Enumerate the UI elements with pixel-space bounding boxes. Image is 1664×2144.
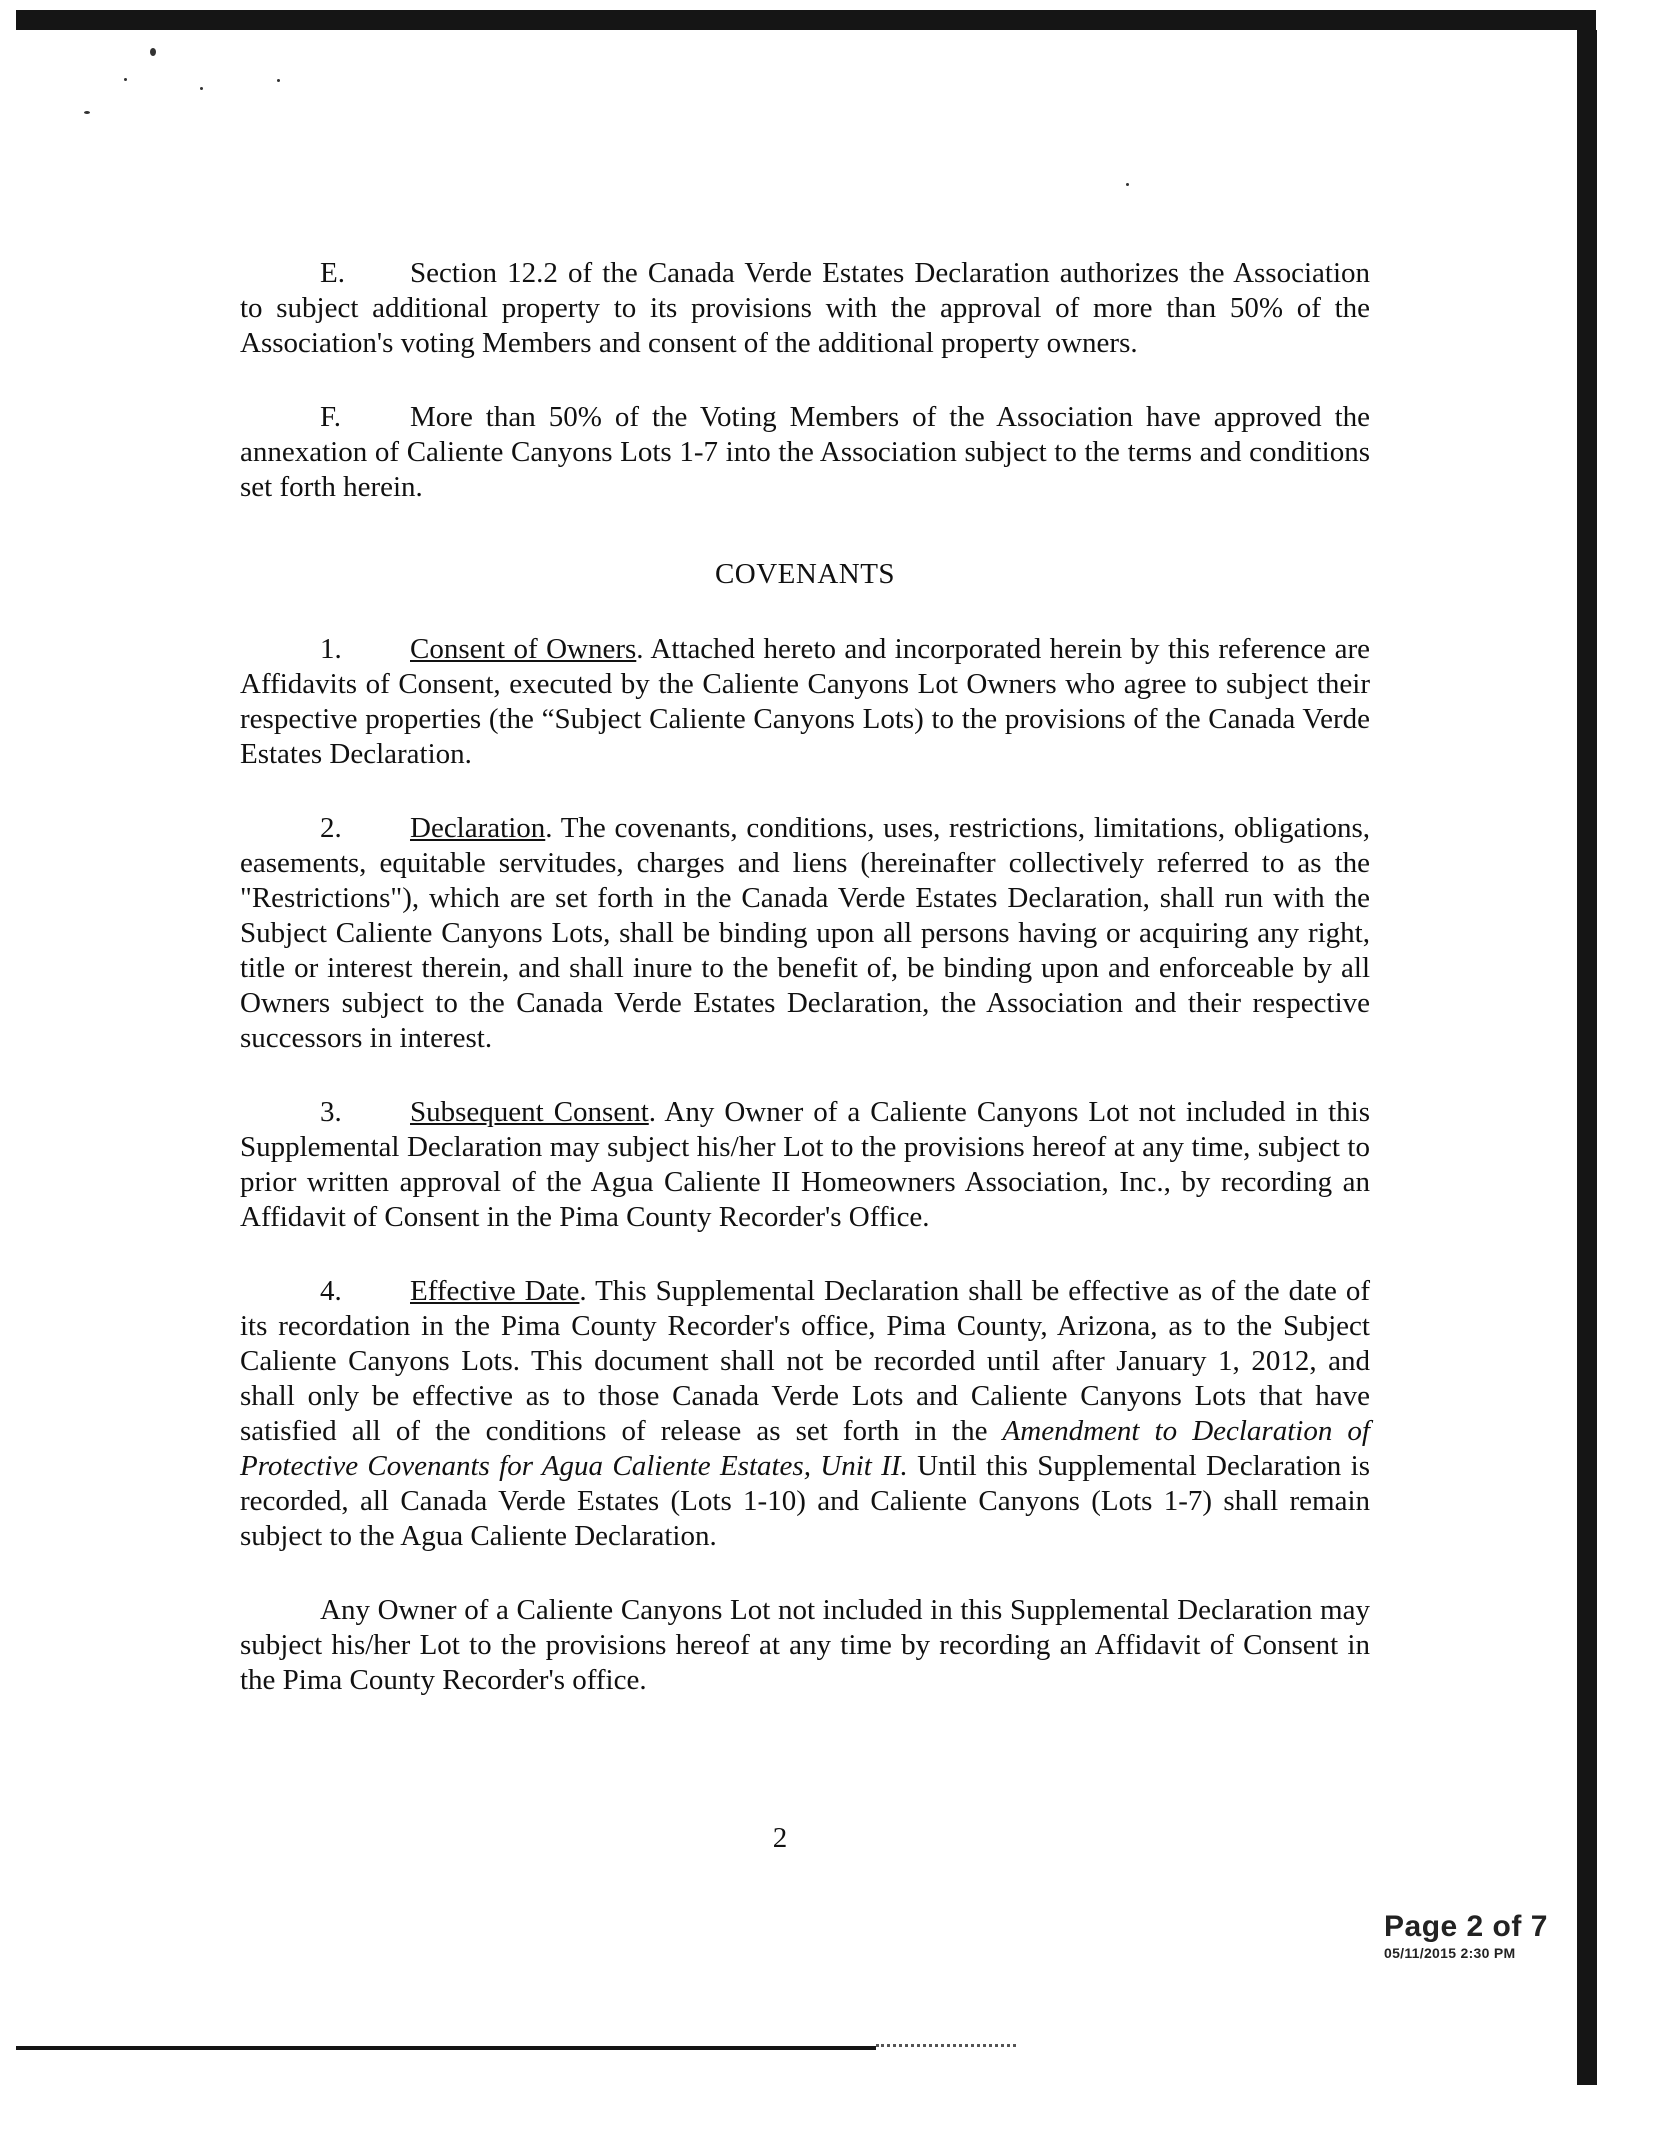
scan-border-top <box>16 10 1596 30</box>
covenant-1 <box>240 632 1370 772</box>
covenant-4-italic-reference: Amendment to Declaration of Protective Covenants for Agua Caliente Estates, Unit II. <box>240 1415 1370 1482</box>
page-number: 2 <box>772 1822 788 1854</box>
scan-speck <box>124 78 127 81</box>
recital-e-text: Section 12.2 of the Canada Verde Estates Declaration authorizes the Association to subject additional property to its provisions with the approval of more than 50% of the Association's voting Members and consent of the additional property owners. <box>240 257 1370 359</box>
covenant-3 <box>240 1095 1370 1235</box>
recorder-stamp <box>1384 1910 1548 1962</box>
recital-e-number: E. <box>320 257 345 289</box>
scan-speck <box>200 87 203 90</box>
covenant-3-number: 3. <box>320 1096 342 1128</box>
scan-speck <box>277 79 280 82</box>
recital-e <box>240 256 1370 361</box>
scan-speck <box>150 48 156 56</box>
recital-f <box>240 400 1370 505</box>
covenant-2-title: Declaration <box>410 812 546 844</box>
scan-border-bottom-dots <box>876 2044 1016 2047</box>
covenant-2 <box>240 811 1370 1056</box>
covenant-1-title: Consent of Owners <box>410 633 637 665</box>
covenant-3-title: Subsequent Consent <box>410 1096 649 1128</box>
covenant-1-number: 1. <box>320 633 342 665</box>
stamp-timestamp: 05/11/2015 2:30 PM <box>1384 1945 1516 1961</box>
covenant-2-text: . The covenants, conditions, uses, restrictions, limitations, obligations, easements, equitable servitudes, charges and liens (hereinafter collectively referred to as the "Restrictions"), which are set forth in the Canada Verde Estates Declaration, shall run with the Subject Caliente Canyons Lots, shall be binding upon all persons having or acquiring any right, title or interest therein, and shall inure to the benefit of, be binding upon and enforceable by all Owners subject to the Canada Verde Estates Declaration, the Association and their respective successors in interest. <box>240 812 1370 1054</box>
covenant-3-text: . Any Owner of a Caliente Canyons Lot not included in this Supplemental Declaration may subject his/her Lot to the provisions hereof at any time, subject to prior written approval of the Agua Caliente II Homeowners Association, Inc., by recording an Affidavit of Consent in the Pima County Recorder's Office. <box>240 1096 1370 1233</box>
document-body <box>240 256 1370 1737</box>
scan-border-bottom <box>16 2046 876 2050</box>
stamp-page-label: Page 2 of 7 <box>1384 1910 1548 1943</box>
covenant-4 <box>240 1274 1370 1554</box>
scan-speck <box>1126 183 1129 186</box>
recital-f-text: More than 50% of the Voting Members of the Association have approved the annexation of Caliente Canyons Lots 1-7 into the Association subject to the terms and conditions set forth herein. <box>240 401 1370 503</box>
covenant-4-number: 4. <box>320 1275 342 1307</box>
covenant-4-text-before: . This Supplemental Declaration shall be effective as of the date of its recordation in the Pima County Recorder's office, Pima County, Arizona, as to the Subject Caliente Canyons Lots. This document shall not be recorded until after January 1, 2012, and shall only be effective as to those Canada Verde Lots and Caliente Canyons Lots that have satisfied all of the conditions of release as set forth in the <box>240 1275 1370 1447</box>
covenant-2-number: 2. <box>320 812 342 844</box>
scan-speck <box>84 111 90 114</box>
scan-border-right <box>1577 30 1597 2085</box>
covenant-4-text-after: Until this Supplemental Declaration is recorded, all Canada Verde Estates (Lots 1-10) and Caliente Canyons (Lots 1-7) shall remain subject to the Agua Caliente Declaration. <box>240 1450 1370 1552</box>
recital-f-number: F. <box>320 401 342 433</box>
closing-paragraph: Any Owner of a Caliente Canyons Lot not included in this Supplemental Declaration may subject his/her Lot to the provisions hereof at any time by recording an Affidavit of Consent in the Pima County Recorder's office. <box>240 1594 1370 1696</box>
covenant-1-text: . Attached hereto and incorporated herein by this reference are Affidavits of Consent, executed by the Caliente Canyons Lot Owners who agree to subject their respective properties (the “Subject Caliente Canyons Lots) to the provisions of the Canada Verde Estates Declaration. <box>240 633 1370 770</box>
covenant-4-title: Effective Date <box>410 1275 580 1307</box>
covenants-heading: COVENANTS <box>714 558 896 590</box>
